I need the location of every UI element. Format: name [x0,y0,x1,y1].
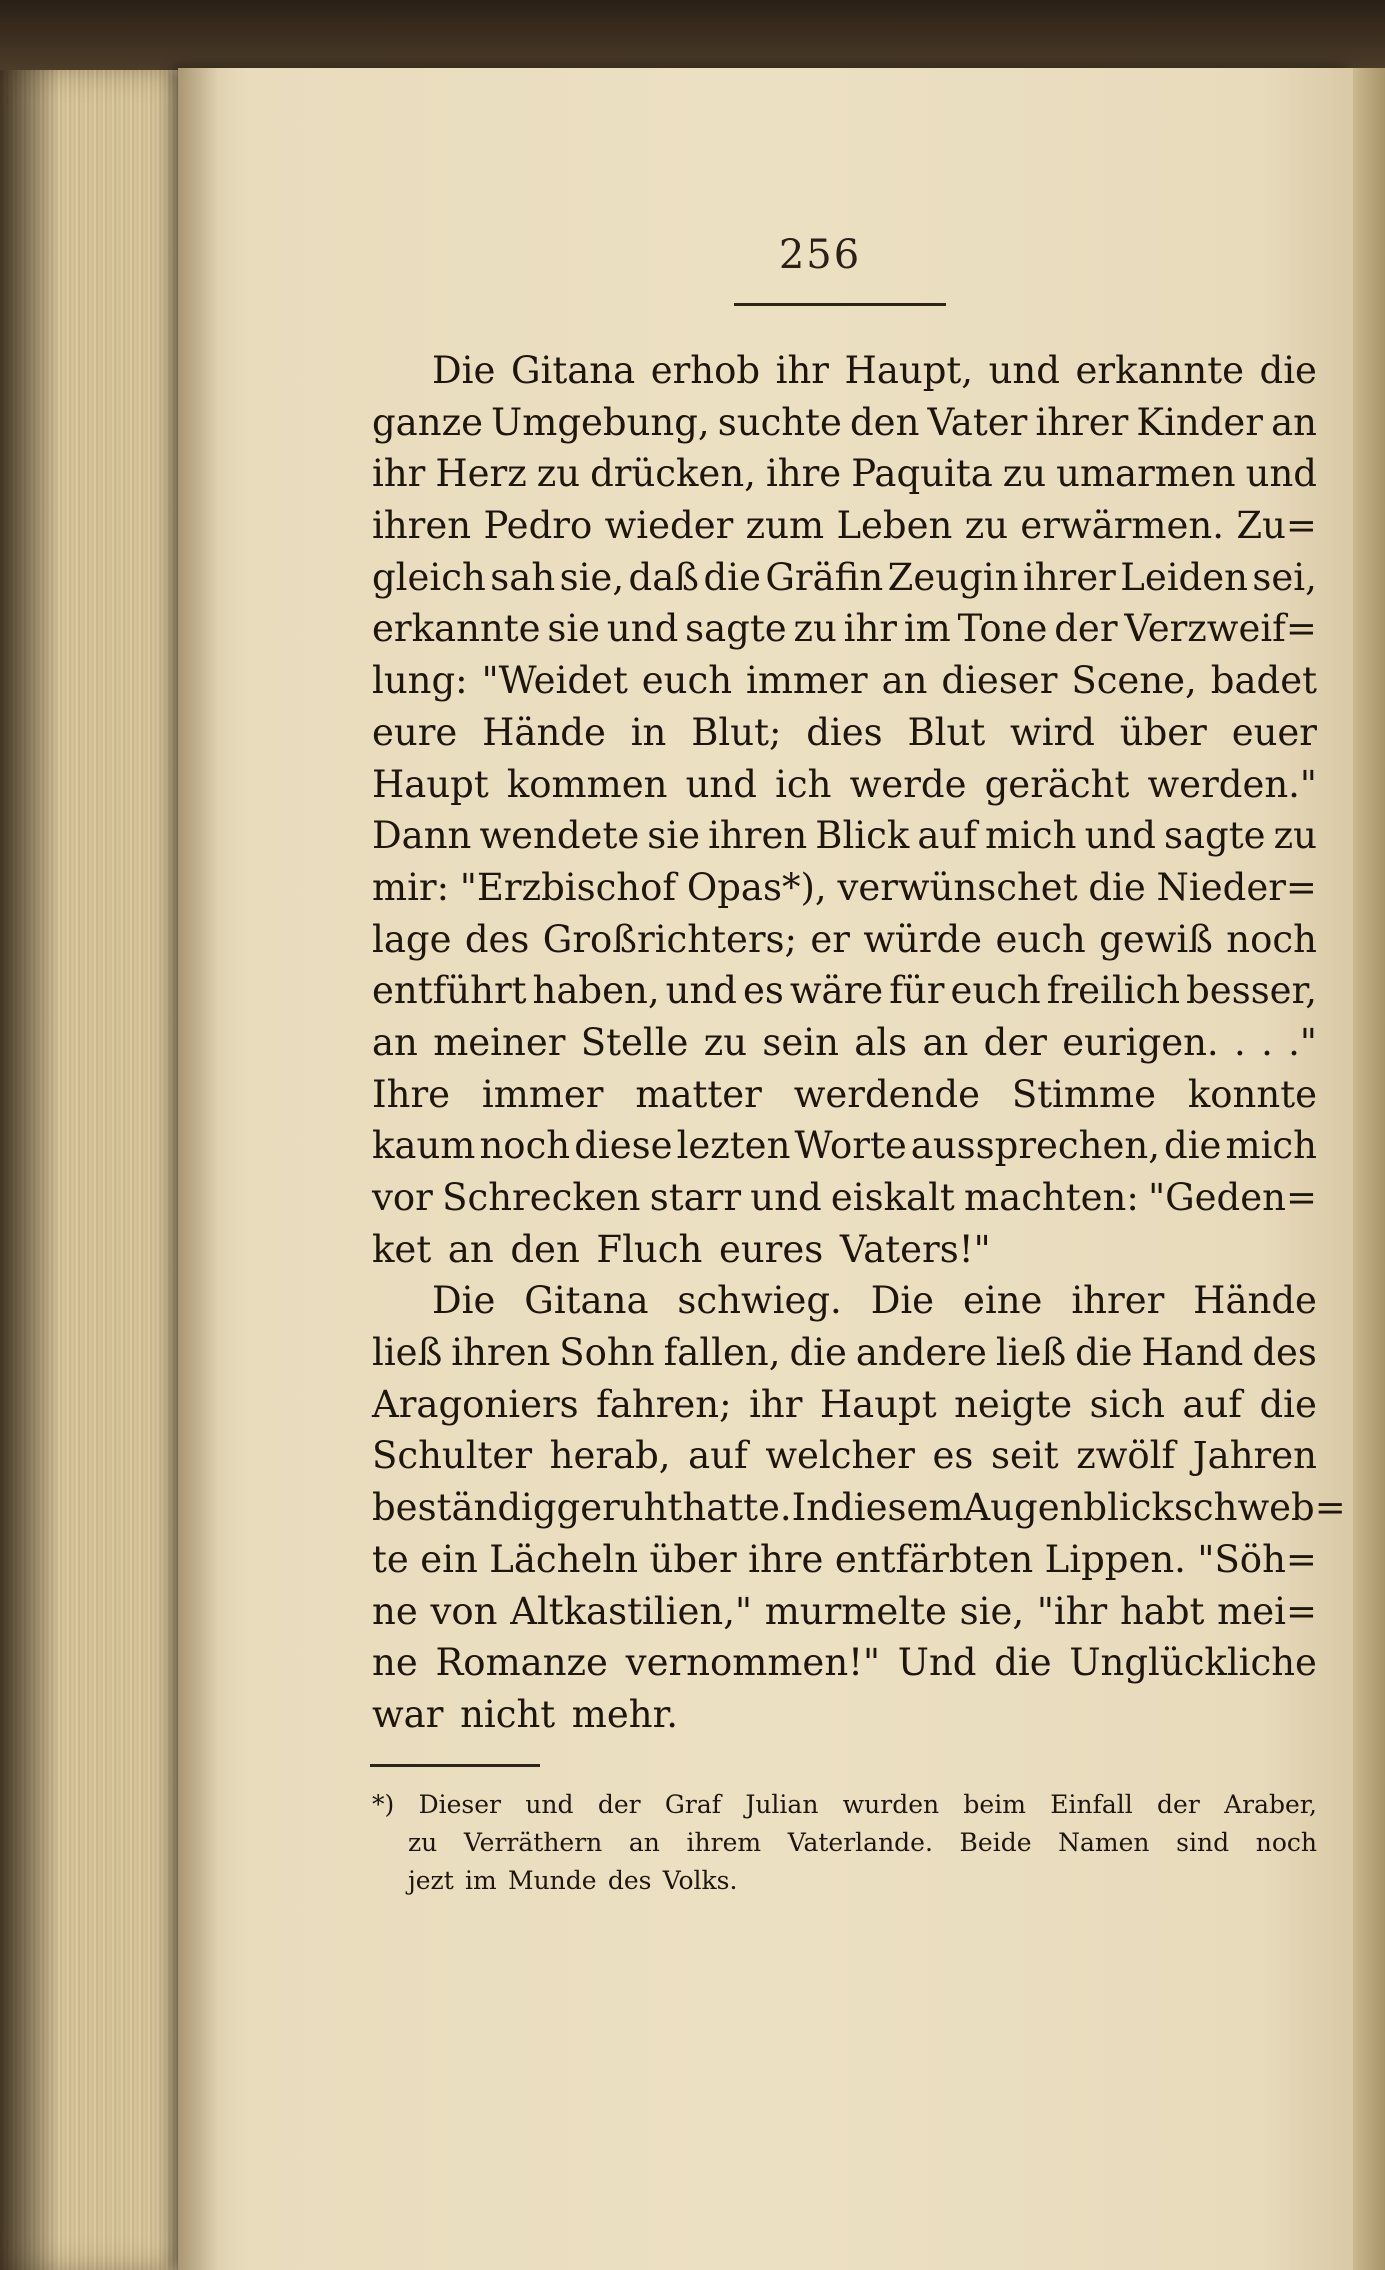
body-line: erkannte sie und sagte zu ihr im Tone der Verzweif= [372,607,1317,651]
footnote-line: zu Verräthern an ihrem Vaterlande. Beide Namen sind noch [408,1828,1317,1857]
body-line: Die Gitana schwieg. Die eine ihrer Hände [432,1279,1317,1323]
body-line: ganze Umgebung, suchte den Vater ihrer Kinder an [372,400,1317,444]
page-number: 256 [778,232,862,278]
body-line: Haupt kommen und ich werde gerächt werden." [372,762,1317,806]
footnote-line: *) Dieser und der Graf Julian wurden beim Einfall der Araber, [372,1790,1317,1819]
body-line: Ihre immer matter werdende Stimme konnte [372,1072,1317,1116]
body-line: mir: "Erzbischof Opas*), verwünschet die Nieder= [372,865,1317,909]
body-line: ihren Pedro wieder zum Leben zu erwärmen. Zu= [372,504,1317,548]
fore-edge-shadow [0,70,60,2270]
body-line: vor Schrecken starr und eiskalt machten: "Geden= [372,1176,1317,1219]
body-line: ne Romanze vernommen!" Und die Unglückliche [372,1641,1317,1685]
body-line: Dann wendete sie ihren Blick auf mich und sagte zu [372,814,1317,858]
body-line: Aragoniers fahren; ihr Haupt neigte sich auf die [372,1382,1317,1426]
body-line: gleich sah sie, daß die Gräfin Zeugin ihrer Leiden sei, [372,555,1317,599]
page-gutter-shadow [178,68,218,2270]
body-line: te ein Lächeln über ihre entfärbten Lippen. "Söh= [372,1537,1317,1581]
footnote-line: jezt im Munde des Volks. [408,1866,738,1895]
body-text [372,345,1346,1741]
body-line: ihr Herz zu drücken, ihre Paquita zu umarmen und [372,452,1317,496]
body-line: entführt haben, und es wäre für euch freilich besser, [372,969,1317,1013]
footnotes [372,1786,1317,1900]
adjacent-page-edge [1353,68,1385,2270]
footnote-rule [370,1764,540,1767]
body-line: an meiner Stelle zu sein als an der eurigen. . . ." [372,1020,1317,1064]
body-line: beständig geruht hatte. In diesem Augenblick schweb= [372,1486,1346,1530]
body-line: lung: "Weidet euch immer an dieser Scene, badet [372,659,1317,703]
body-line: Schulter herab, auf welcher es seit zwölf Jahren [372,1434,1317,1478]
header-rule [734,303,946,306]
body-line: kaum noch diese lezten Worte aussprechen, die mich [372,1124,1317,1168]
body-line: ließ ihren Sohn fallen, die andere ließ die Hand des [372,1331,1317,1375]
body-line: ne von Altkastilien," murmelte sie, "ihr habt mei= [372,1589,1317,1633]
body-line: lage des Großrichters; er würde euch gewiß noch [372,917,1317,961]
body-line: war nicht mehr. [372,1692,678,1736]
body-line: ket an den Fluch eures Vaters!" [372,1227,991,1271]
body-line: eure Hände in Blut; dies Blut wird über euer [372,710,1317,754]
body-line: Die Gitana erhob ihr Haupt, und erkannte die [432,349,1317,392]
